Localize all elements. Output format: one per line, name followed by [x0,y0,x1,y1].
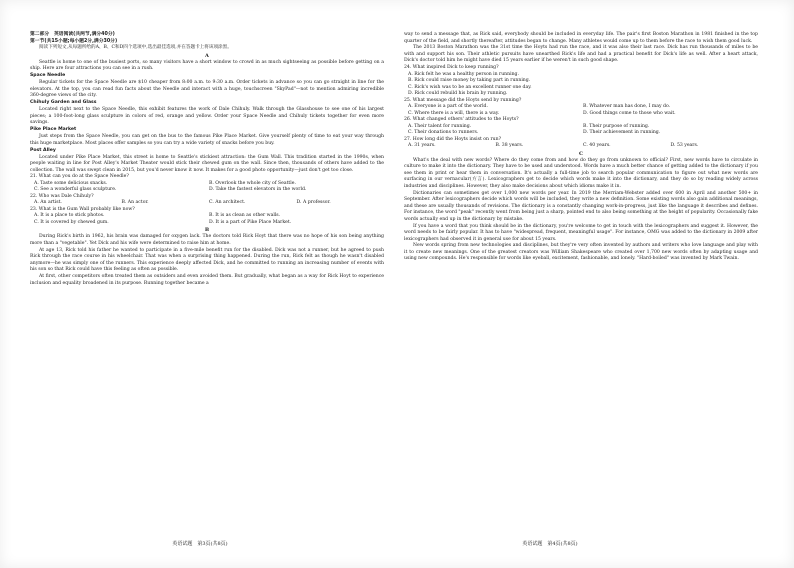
option: A. 31 years. [408,143,436,149]
option: A. Rick felt he was a healthy person in running. [408,71,519,77]
post-alley-heading: Post Alley [30,147,56,153]
passage-b-p2: At age 13, Rick told his father he wanted to participate in a five-mile benefit run for the disabled. Dick was not a runner, but he agreed to push Rick through the race course in his wheelchair. That was when a surprising thing happened. During the run, Rick felt as though he wasn't disabled anymore—he was simply one of the runners. This experience deeply affected Dick, and he committed to running an increasing number of events with his son so that Rick could have this feeling as often as possible. [30,247,384,273]
part-title: 第二部分 英语阅读(共两节,满分40分) [30,32,115,37]
option: D. Their achievement in running. [583,130,661,136]
right-column [404,32,758,263]
passage-c-p2: Dictionaries can sometimes get over 1,000 new words per year. In 2019 the Merriam-Webster added over 600 in April and another 500+ in September. After lexicographers decide which words will be included, they write a new definition. Some existing words also gain additional meanings, and these are usually thousands of revisions. The dictionary is a constantly changing work-in-progress, just like the language it describes and defines. For instance, the word "peak" recently went from being just a sharp, pointed end to also being something at the height of popularity. Occasionally fake words actually end up in the dictionary by mistake. [404,190,758,222]
option: B. 38 years. [495,143,524,149]
chihuly-heading: Chihuly Garden and Glass [30,100,97,105]
option: C. Their donations to runners. [408,130,479,136]
passage-b-letter: B [204,227,210,234]
passage-c-p4: New words spring from new technologies and disciplines, but they're very often invented by authors and writers who love language and play with it to create new meanings. One of the greatest creators was William Shakespeare who created over 1,700 new words often by adapting usage and using new compounds. He's responsible for words like eyeball, excitement, fashionable, and lonely. "Hard-boiled" was invented by Mark Twain. [404,243,758,262]
question-22: 22. Who was Dale Chihuly? [30,193,94,199]
option: D. It is a part of Pike Place Market. [209,219,292,225]
option: D. 53 years. [670,143,699,149]
option: C. Where there is a will, there is a way. [408,110,500,116]
page-footer-right: 英语试题 第4页(共8页) [522,541,578,547]
page-footer-left: 英语试题 第3页(共8页) [172,541,228,547]
question-21: 21. What can you do at the Space Needle? [30,174,129,180]
question-26: 26. What changed others' attitudes to the Hoyts? [404,117,519,123]
option: A. Taste some delicious snacks. [34,180,108,186]
pike-place-text: Just steps from the Space Needle, you can get on the bus to the famous Pike Place Market. Give yourself plenty of time to eat your way through this huge marketplace. Most places offer samples so you can try a wide variety of snacks before you buy. [30,134,384,146]
option: C. 40 years. [583,143,611,149]
passage-a-letter: A [205,52,209,59]
space-needle-text: Regular tickets for the Space Needle are $10 cheaper from 8:00 a.m. to 9:30 a.m. Order tickets in advance so you can go straight in line for the elevators. At the top, you can read fun facts about the Needle and interact with a huge, touchscreen "SkyPad"—not to mention admiring incredible 360-degree views of the city. [30,80,384,98]
left-column [30,32,384,288]
passage-b-p3: At first, other competitors often treated them as outsiders and even avoided them. But gradually, what began as a way for Rick Hoyt to experience inclusion and equality broadened in its purpose. Running together became a [30,274,384,286]
passage-a-intro: Seattle is home to one of the busiest ports, so many visitors have a short window to crowd in as much sightseeing as possible before getting on a ship. Here are four attractions you can see in a rush. [30,59,384,71]
question-23: 23. What is the Gum Wall probably like now? [30,206,135,212]
option: A. Their talent for running. [408,123,472,129]
passage-c-p3: If you have a word that you think should be in the dictionary, you're welcome to get in touch with the lexicographers and suggest it. However, the word needs to be fairly popular. It has to have "widespread, frequent, meaningful usage". For instance, OMG was added to the dictionary in 2009 after lexicographers had observed it in general use for about 15 years. [404,223,758,242]
question-24-options [408,72,758,98]
option: D. A professor. [296,200,331,206]
question-22-options [34,200,384,207]
space-needle-heading: Space Needle [30,73,66,78]
option: C. See a wonderful glass sculpture. [34,187,117,193]
chihuly-text: Located right next to the Space Needle, this exhibit features the work of Dale Chihuly. Walk through the Glasshouse to see one of his largest pieces; a 100-foot-long glass sculpture in colors of red, orange and yellow. Order your Space Needle and Chihuly tickets together for even more savings. [30,107,384,125]
option: D. Take the fastest elevators in the world. [209,187,307,193]
option: B. Whatever man has done, I may do. [583,104,671,110]
passage-b-p1: During Rick's birth in 1962, his brain was damaged for oxygen lack. The doctors told Rick Hoyt that there was no hope of his son being anything more than a "vegetable". Yet Dick and his wife were determined to raise him at home. [30,234,384,246]
pike-place-heading: Pike Place Market [30,127,77,132]
option: B. An actor. [121,200,149,206]
post-alley-text: Located under Pike Place Market, this street is home to Seattle's stickiest attraction: the Gum Wall. This tradition started in the 1990s, when people waiting in line for Post Alley's Market Theater would stick their chewed gum on the wall. Since then, thousands of others have added to the collection. The wall was swept clean in 2015, but you'd never know it now. It makes for a good photo opportunity—just don't get too close. [30,154,384,173]
question-21-options [34,181,384,194]
question-25: 25. What message did the Hoyts send by running? [404,97,522,103]
option: B. It is as clean as other walls. [209,213,281,219]
passage-b-continued-1: way to send a message that, as Rick said, everybody should be included in everyday life. The pair's first Boston Marathon in 1981 finished in the top quarter of the field, and shortly thereafter, attitudes began to change. Many athletes would come up to them before the race to wish them good luck. [404,32,758,44]
option: B. Rick could raise money by taking part in running. [408,78,531,84]
option: A. Everyone is a part of the world. [408,104,488,110]
instruction: 阅读下列短文,从每题所给的A、B、C和D四个选项中,选出最佳选项,并在答题卡上将该项涂黑。 [39,45,232,50]
option: B. Their purpose of running. [583,123,650,129]
option: C. Rick's wish was to be an excellent runner one day. [408,84,532,90]
question-24: 24. What inspired Dick to keep running? [404,65,499,71]
option: C. It is covered by chewed gum. [34,219,109,225]
question-25-options [408,104,758,117]
option: B. Overlook the whole city of Seattle. [209,180,296,186]
question-27-options [408,143,758,150]
option: A. An artist. [34,200,62,206]
passage-b-continued-2: The 2013 Boston Marathon was the 31st time the Hoyts had run the race, and it was also their last race. Dick has run thousands of miles to be with and support his son. Their athletic pursuits have unearthed Rick's life and had a practical benefit for Dick's life as well. After a heart attack, Dick's doctor told him he might have died 15 years earlier if he weren't in such good shape. [404,45,758,64]
option: C. An architect. [209,200,246,206]
passage-c-letter: C [579,150,583,157]
passage-c-p1: What's the deal with new words? Where do they come from and how do they go from unknown to official? First, new words have to circulate in culture to make it into the dictionary. They have to be used and understood. Words have a much better chance of getting added to the dictionary if you see them in print or hear them in conversation. It's actually a full-time job to search popular communication to figure out what new words are surfacing in our vernacular(方言). Lexicographers get to decide which words make it into the dictionary, and they do so by reading widely across industries and disciplines. However, they also make decisions about which idioms make it in. [404,157,758,189]
option: D. Rick could rebuild his brain by running. [408,91,508,97]
section-title: 第一节(共15小题;每小题2分,满分30分) [30,38,118,44]
question-26-options [408,124,758,137]
option: A. It is a place to stick photos. [34,213,105,219]
question-27: 27. How long did the Hoyts insist on run? [404,136,502,142]
question-23-options [34,213,384,226]
option: D. Good things come to those who wait. [583,110,676,116]
